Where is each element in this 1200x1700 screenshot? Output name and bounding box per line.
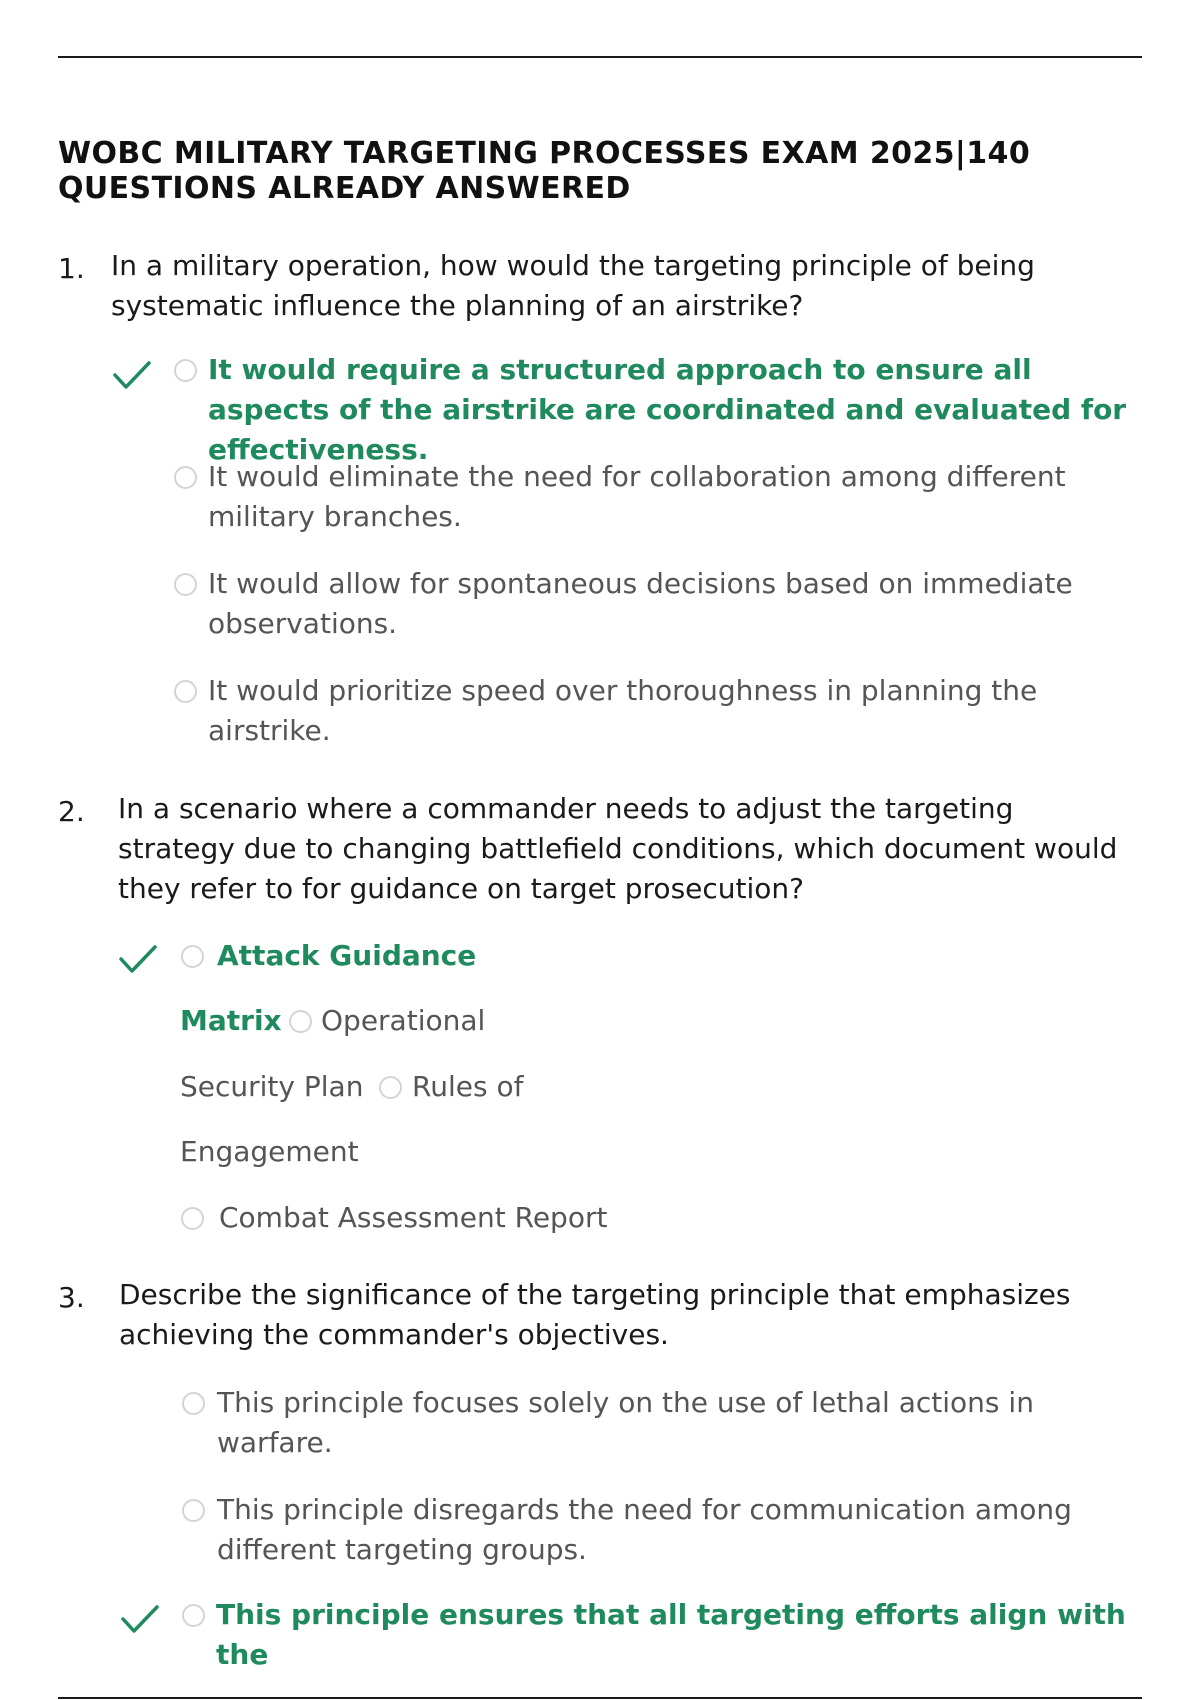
answer-radio[interactable] (182, 1499, 205, 1522)
answer-option: Operational (321, 1004, 486, 1037)
checkmark-icon (120, 1602, 160, 1636)
answer-radio[interactable] (174, 359, 197, 382)
answer-radio[interactable] (182, 1392, 205, 1415)
checkmark-icon (112, 358, 152, 392)
answer-option: It would prioritize speed over thoroughness in planning the airstrike. (208, 674, 1038, 747)
answer-radio[interactable] (181, 1207, 204, 1230)
question-number: 2. (58, 795, 85, 828)
answer-option-correct: This principle ensures that all targeting efforts align with the (216, 1598, 1126, 1671)
answer-option: Combat Assessment Report (219, 1201, 608, 1234)
answer-option: This principle focuses solely on the use of lethal actions in warfare. (217, 1386, 1034, 1459)
checkmark-icon (118, 942, 158, 976)
bottom-rule (58, 1697, 1142, 1699)
answer-radio[interactable] (289, 1010, 312, 1033)
answer-radio[interactable] (174, 466, 197, 489)
answer-radio[interactable] (174, 573, 197, 596)
answer-option-correct-continued: Matrix (180, 1004, 282, 1037)
question-text: Describe the significance of the targeting principle that emphasizes achieving the commander's objectives. (119, 1278, 1071, 1351)
answer-option: It would eliminate the need for collaboration among different military branches. (208, 460, 1066, 533)
top-rule (58, 56, 1142, 58)
answer-option-correct: Attack Guidance (217, 939, 477, 972)
answer-option-continued: Engagement (180, 1135, 359, 1168)
answer-radio[interactable] (174, 680, 197, 703)
answer-option: Rules of (412, 1070, 524, 1103)
answer-option-continued: Security Plan (180, 1070, 364, 1103)
answer-option: This principle disregards the need for communication among different targeting groups. (217, 1493, 1072, 1566)
document-title: WOBC MILITARY TARGETING PROCESSES EXAM 2025|140 QUESTIONS ALREADY ANSWERED (58, 136, 1031, 206)
question-number: 3. (58, 1281, 85, 1314)
answer-radio[interactable] (182, 1604, 205, 1627)
answer-radio[interactable] (379, 1076, 402, 1099)
question-number: 1. (58, 252, 85, 285)
answer-option-correct: It would require a structured approach to ensure all aspects of the airstrike are coordinated and evaluated for effectiveness. (208, 353, 1127, 466)
answer-option: It would allow for spontaneous decisions based on immediate observations. (208, 567, 1073, 640)
question-text: In a scenario where a commander needs to adjust the targeting strategy due to changing battlefield conditions, which document would they refer to for guidance on target prosecution? (118, 792, 1118, 905)
answer-radio[interactable] (181, 945, 204, 968)
question-text: In a military operation, how would the targeting principle of being systematic influence the planning of an airstrike? (111, 249, 1035, 322)
